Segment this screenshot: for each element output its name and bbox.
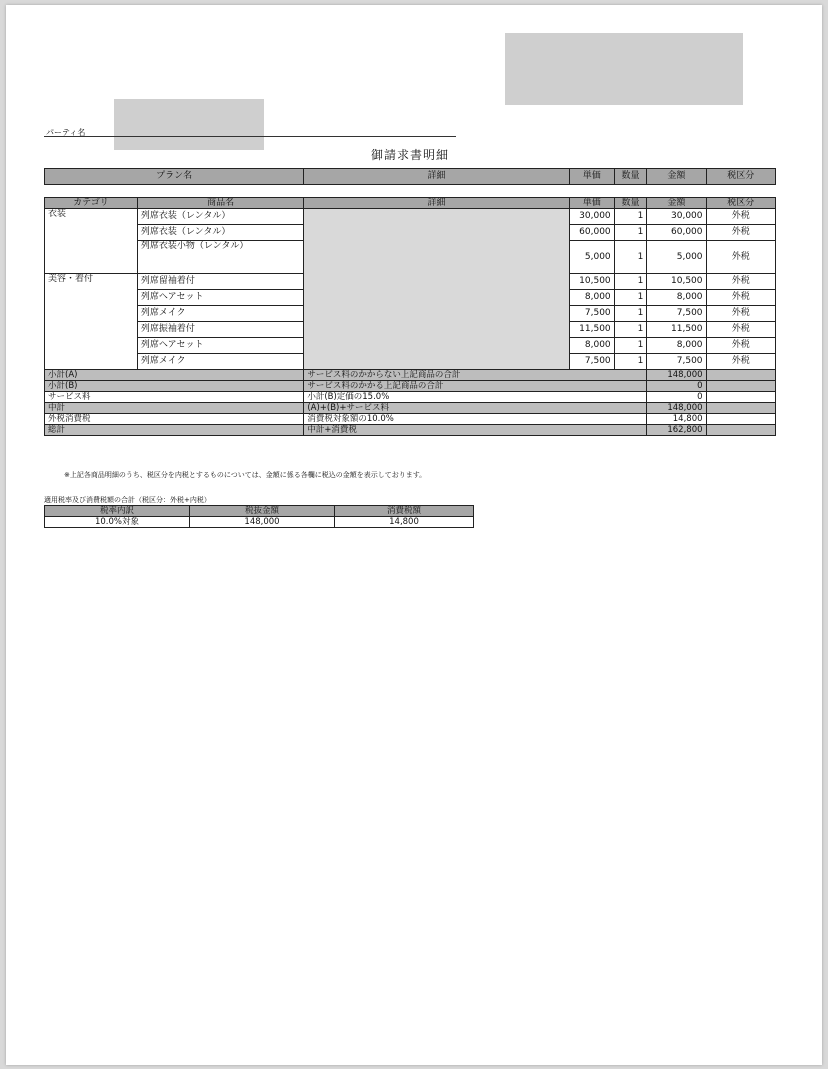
summary-blank — [706, 370, 775, 381]
items-header-qty: 数量 — [614, 198, 647, 209]
item-price: 8,000 — [569, 290, 614, 306]
summary-row — [45, 381, 776, 392]
summary-amount: 148,000 — [647, 403, 706, 414]
item-amount: 11,500 — [647, 322, 706, 338]
summary-amount: 0 — [647, 381, 706, 392]
item-qty: 1 — [614, 241, 647, 274]
tax-header-base: 税抜金額 — [190, 506, 335, 517]
item-price: 30,000 — [569, 209, 614, 225]
item-qty: 1 — [614, 290, 647, 306]
item-amount: 7,500 — [647, 306, 706, 322]
item-tax: 外税 — [706, 225, 775, 241]
item-price: 10,500 — [569, 274, 614, 290]
summary-detail: サービス料のかかる上記商品の合計 — [304, 381, 647, 392]
plan-header-detail: 詳細 — [304, 169, 569, 185]
item-qty: 1 — [614, 354, 647, 370]
item-qty: 1 — [614, 209, 647, 225]
item-tax: 外税 — [706, 290, 775, 306]
summary-amount: 14,800 — [647, 414, 706, 425]
item-name: 列席ヘアセット — [137, 338, 303, 354]
item-amount: 8,000 — [647, 338, 706, 354]
item-qty: 1 — [614, 274, 647, 290]
invoice-page — [6, 5, 822, 1065]
item-tax: 外税 — [706, 274, 775, 290]
item-amount: 30,000 — [647, 209, 706, 225]
summary-amount: 0 — [647, 392, 706, 403]
summary-blank — [706, 425, 775, 436]
items-header-price: 単価 — [569, 198, 614, 209]
tax-header-rate: 税率内訳 — [45, 506, 190, 517]
page-title: 御請求書明細 — [370, 148, 449, 162]
summary-detail: (A)+(B)+サービス料 — [304, 403, 647, 414]
summary-amount: 148,000 — [647, 370, 706, 381]
items-header-amount: 金額 — [647, 198, 706, 209]
redacted-party-name — [114, 99, 264, 150]
items-header-name: 商品名 — [137, 198, 303, 209]
summary-label: 小計(B) — [45, 381, 304, 392]
item-qty: 1 — [614, 322, 647, 338]
plan-header-tax: 税区分 — [706, 169, 775, 185]
plan-header-amount: 金額 — [647, 169, 706, 185]
summary-blank — [706, 392, 775, 403]
item-price: 8,000 — [569, 338, 614, 354]
item-name: 列席ヘアセット — [137, 290, 303, 306]
item-tax: 外税 — [706, 338, 775, 354]
item-tax: 外税 — [706, 241, 775, 274]
item-qty: 1 — [614, 225, 647, 241]
item-amount: 10,500 — [647, 274, 706, 290]
plan-header-name: プラン名 — [45, 169, 304, 185]
summary-blank — [706, 381, 775, 392]
summary-row — [45, 403, 776, 414]
table-row — [45, 517, 474, 528]
party-label: パーティ名 — [46, 128, 86, 137]
tax-table-caption: 適用税率及び消費税額の合計（税区分：外税+内税） — [44, 496, 211, 504]
summary-row — [45, 370, 776, 381]
tax-base-cell: 148,000 — [190, 517, 335, 528]
summary-label: 小計(A) — [45, 370, 304, 381]
item-name: 列席メイク — [137, 354, 303, 370]
tax-summary-table — [44, 505, 474, 528]
items-header-category: カテゴリ — [45, 198, 138, 209]
category-cell: 衣装 — [45, 209, 138, 274]
party-underline — [44, 136, 456, 137]
summary-blank — [706, 403, 775, 414]
item-name: 列席衣装小物（レンタル） — [137, 241, 303, 274]
item-tax: 外税 — [706, 322, 775, 338]
item-name: 列席メイク — [137, 306, 303, 322]
summary-row — [45, 414, 776, 425]
summary-detail: サービス料のかからない上記商品の合計 — [304, 370, 647, 381]
tax-amount-cell: 14,800 — [335, 517, 474, 528]
item-qty: 1 — [614, 306, 647, 322]
item-tax: 外税 — [706, 306, 775, 322]
summary-amount: 162,800 — [647, 425, 706, 436]
item-tax: 外税 — [706, 354, 775, 370]
item-amount: 60,000 — [647, 225, 706, 241]
redacted-logo — [505, 33, 743, 105]
table-row — [45, 209, 776, 225]
plan-header-price: 単価 — [569, 169, 614, 185]
item-amount: 8,000 — [647, 290, 706, 306]
summary-label: サービス料 — [45, 392, 304, 403]
item-name: 列席留袖着付 — [137, 274, 303, 290]
item-name: 列席衣装（レンタル） — [137, 225, 303, 241]
plan-header-qty: 数量 — [614, 169, 647, 185]
item-price: 7,500 — [569, 354, 614, 370]
item-price: 60,000 — [569, 225, 614, 241]
tax-note: ※上記各商品明細のうち、税区分を内税とするものについては、金額に係る各欄に税込の金額を表示しております。 — [64, 471, 427, 479]
item-price: 11,500 — [569, 322, 614, 338]
summary-label: 中計 — [45, 403, 304, 414]
item-name: 列席振袖着付 — [137, 322, 303, 338]
summary-detail: 小計(B)定価の15.0% — [304, 392, 647, 403]
item-amount: 7,500 — [647, 354, 706, 370]
summary-detail: 消費税対象額の10.0% — [304, 414, 647, 425]
summary-label: 外税消費税 — [45, 414, 304, 425]
plan-table — [44, 168, 776, 185]
summary-label: 総計 — [45, 425, 304, 436]
item-qty: 1 — [614, 338, 647, 354]
tax-header-tax: 消費税額 — [335, 506, 474, 517]
item-name: 列席衣装（レンタル） — [137, 209, 303, 225]
items-table — [44, 197, 776, 436]
item-price: 7,500 — [569, 306, 614, 322]
summary-detail: 中計+消費税 — [304, 425, 647, 436]
items-header-detail: 詳細 — [304, 198, 569, 209]
redacted-detail — [304, 209, 569, 370]
tax-rate-cell: 10.0%対象 — [45, 517, 190, 528]
items-header-tax: 税区分 — [706, 198, 775, 209]
summary-row — [45, 392, 776, 403]
category-cell: 美容・着付 — [45, 274, 138, 370]
summary-row — [45, 425, 776, 436]
item-amount: 5,000 — [647, 241, 706, 274]
summary-blank — [706, 414, 775, 425]
item-price: 5,000 — [569, 241, 614, 274]
item-tax: 外税 — [706, 209, 775, 225]
